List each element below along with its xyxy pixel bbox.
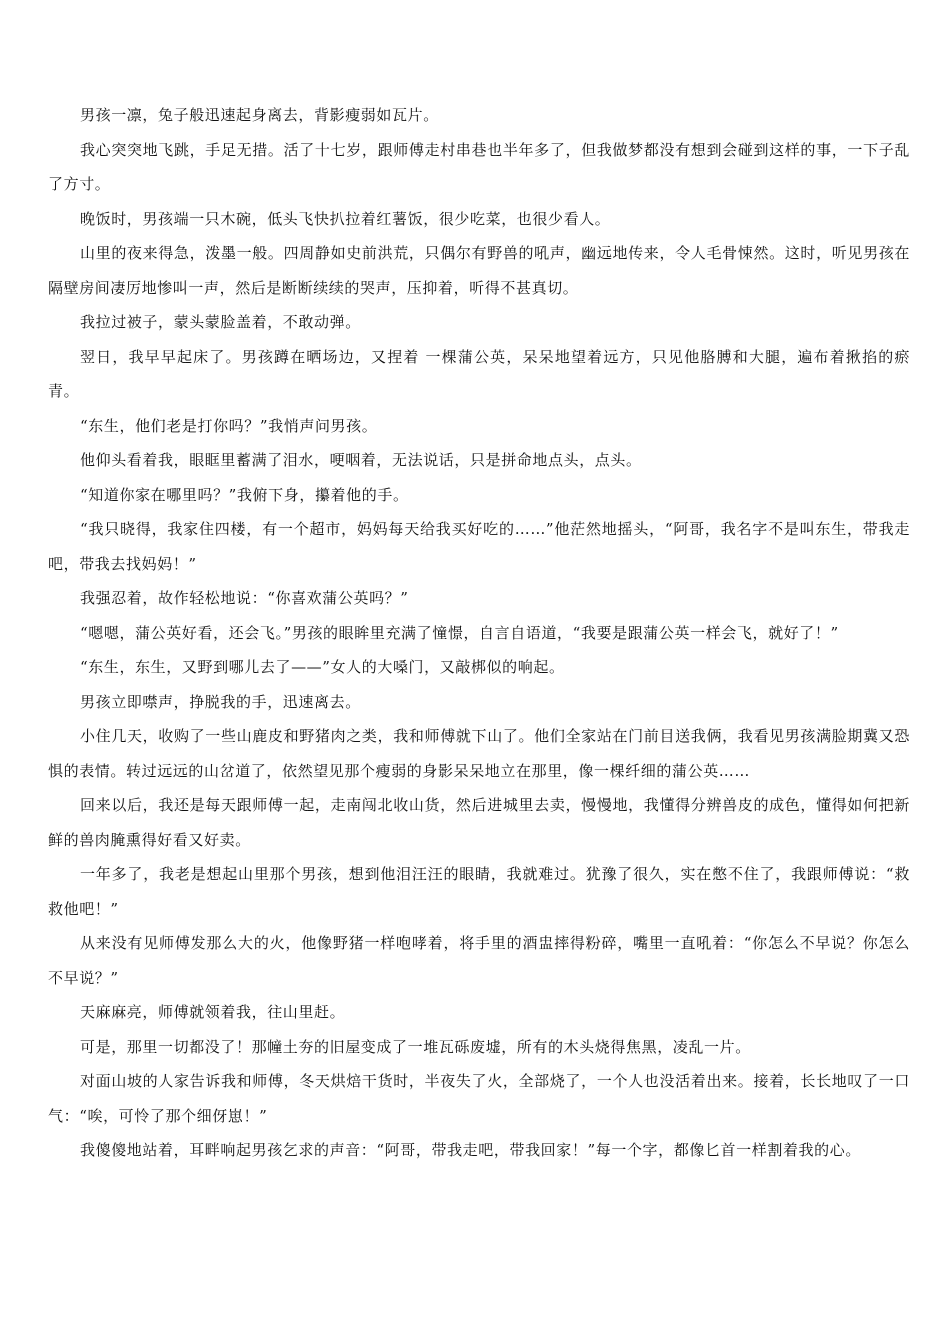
paragraph: 男孩一凛，兔子般迅速起身离去，背影瘦弱如瓦片。 bbox=[80, 106, 439, 124]
paragraph: “我只晓得，我家住四楼，有一个超市，妈妈每天给我买好吃的……”他茫然地摇头，“阿哥，我名字不是叫东生，带我走吧，带我去找妈妈！” bbox=[48, 520, 910, 573]
paragraph: 我强忍着，故作轻松地说：“你喜欢蒲公英吗？” bbox=[80, 589, 409, 607]
article-body bbox=[48, 98, 910, 1168]
paragraph: 从来没有见师傅发那么大的火，他像野猪一样咆哮着，将手里的酒盅摔得粉碎，嘴里一直吼着：“你怎么不早说？你怎么不早说？” bbox=[48, 934, 910, 987]
paragraph: 天麻麻亮，师傅就领着我，往山里赶。 bbox=[80, 1003, 346, 1021]
paragraph: “东生，东生，又野到哪儿去了——”女人的大嗓门，又敲梆似的响起。 bbox=[80, 658, 565, 676]
paragraph: 晚饭时，男孩端一只木碗，低头飞快扒拉着红薯饭，很少吃菜，也很少看人。 bbox=[80, 209, 611, 228]
paragraph: 我拉过被子，蒙头蒙脸盖着，不敢动弹。 bbox=[80, 313, 361, 331]
paragraph: “知道你家在哪里吗？”我俯下身，攥着他的手。 bbox=[80, 485, 409, 504]
paragraph: 我傻傻地站着，耳畔响起男孩乞求的声音：“阿哥，带我走吧，带我回家！”每一个字，都像匕首一样割着我的心。 bbox=[80, 1141, 861, 1159]
paragraph: 对面山坡的人家告诉我和师傅，冬天烘焙干货时，半夜失了火，全部烧了，一个人也没活着出来。接着，长长地叹了一口气：“唉，可怜了那个细伢崽！” bbox=[48, 1072, 910, 1125]
paragraph: 一年多了，我老是想起山里那个男孩，想到他泪汪汪的眼睛，我就难过。犹豫了很久，实在憋不住了，我跟师傅说：“救救他吧！” bbox=[48, 865, 910, 918]
paragraph: 翌日，我早早起床了。男孩蹲在晒场边，又捏着 一棵蒲公英，呆呆地望着远方，只见他胳膊和大腿，遍布着揪掐的瘀青。 bbox=[48, 347, 910, 400]
paragraph: 可是，那里一切都没了！那幢土夯的旧屋变成了一堆瓦砾废墟，所有的木头烧得焦黑，凌乱一片。 bbox=[80, 1037, 751, 1056]
paragraph: 男孩立即噤声，挣脱我的手，迅速离去。 bbox=[80, 692, 361, 711]
paragraph: “东生，他们老是打你吗？”我悄声问男孩。 bbox=[80, 416, 378, 435]
paragraph: 他仰头看着我，眼眶里蓄满了泪水，哽咽着，无法说话，只是拼命地点头，点头。 bbox=[80, 451, 642, 469]
paragraph: 小住几天，收购了一些山鹿皮和野猪肉之类，我和师傅就下山了。他们全家站在门前目送我俩，我看见男孩满脸期冀又恐惧的表情。转过远远的山岔道了，依然望见那个瘦弱的身影呆呆地立在那里，像一棵纤细的蒲公英…… bbox=[48, 727, 910, 780]
paragraph: “嗯嗯，蒲公英好看，还会飞。”男孩的眼眸里充满了憧憬，自言自语道，“我要是跟蒲公英一样会飞，就好了！” bbox=[80, 623, 839, 642]
paragraph: 我心突突地飞跳，手足无措。活了十七岁，跟师傅走村串巷也半年多了，但我做梦都没有想到会碰到这样的事，一下子乱了方寸。 bbox=[48, 140, 910, 193]
paragraph: 山里的夜来得急，泼墨一般。四周静如史前洪荒，只偶尔有野兽的吼声，幽远地传来，令人毛骨悚然。这时，听见男孩在隔壁房间凄厉地惨叫一声，然后是断断续续的哭声，压抑着，听得不甚真切。 bbox=[48, 244, 910, 297]
paragraph: 回来以后，我还是每天跟师傅一起，走南闯北收山货，然后进城里去卖，慢慢地，我懂得分辨兽皮的成色，懂得如何把新鲜的兽肉腌熏得好看又好卖。 bbox=[48, 796, 910, 849]
